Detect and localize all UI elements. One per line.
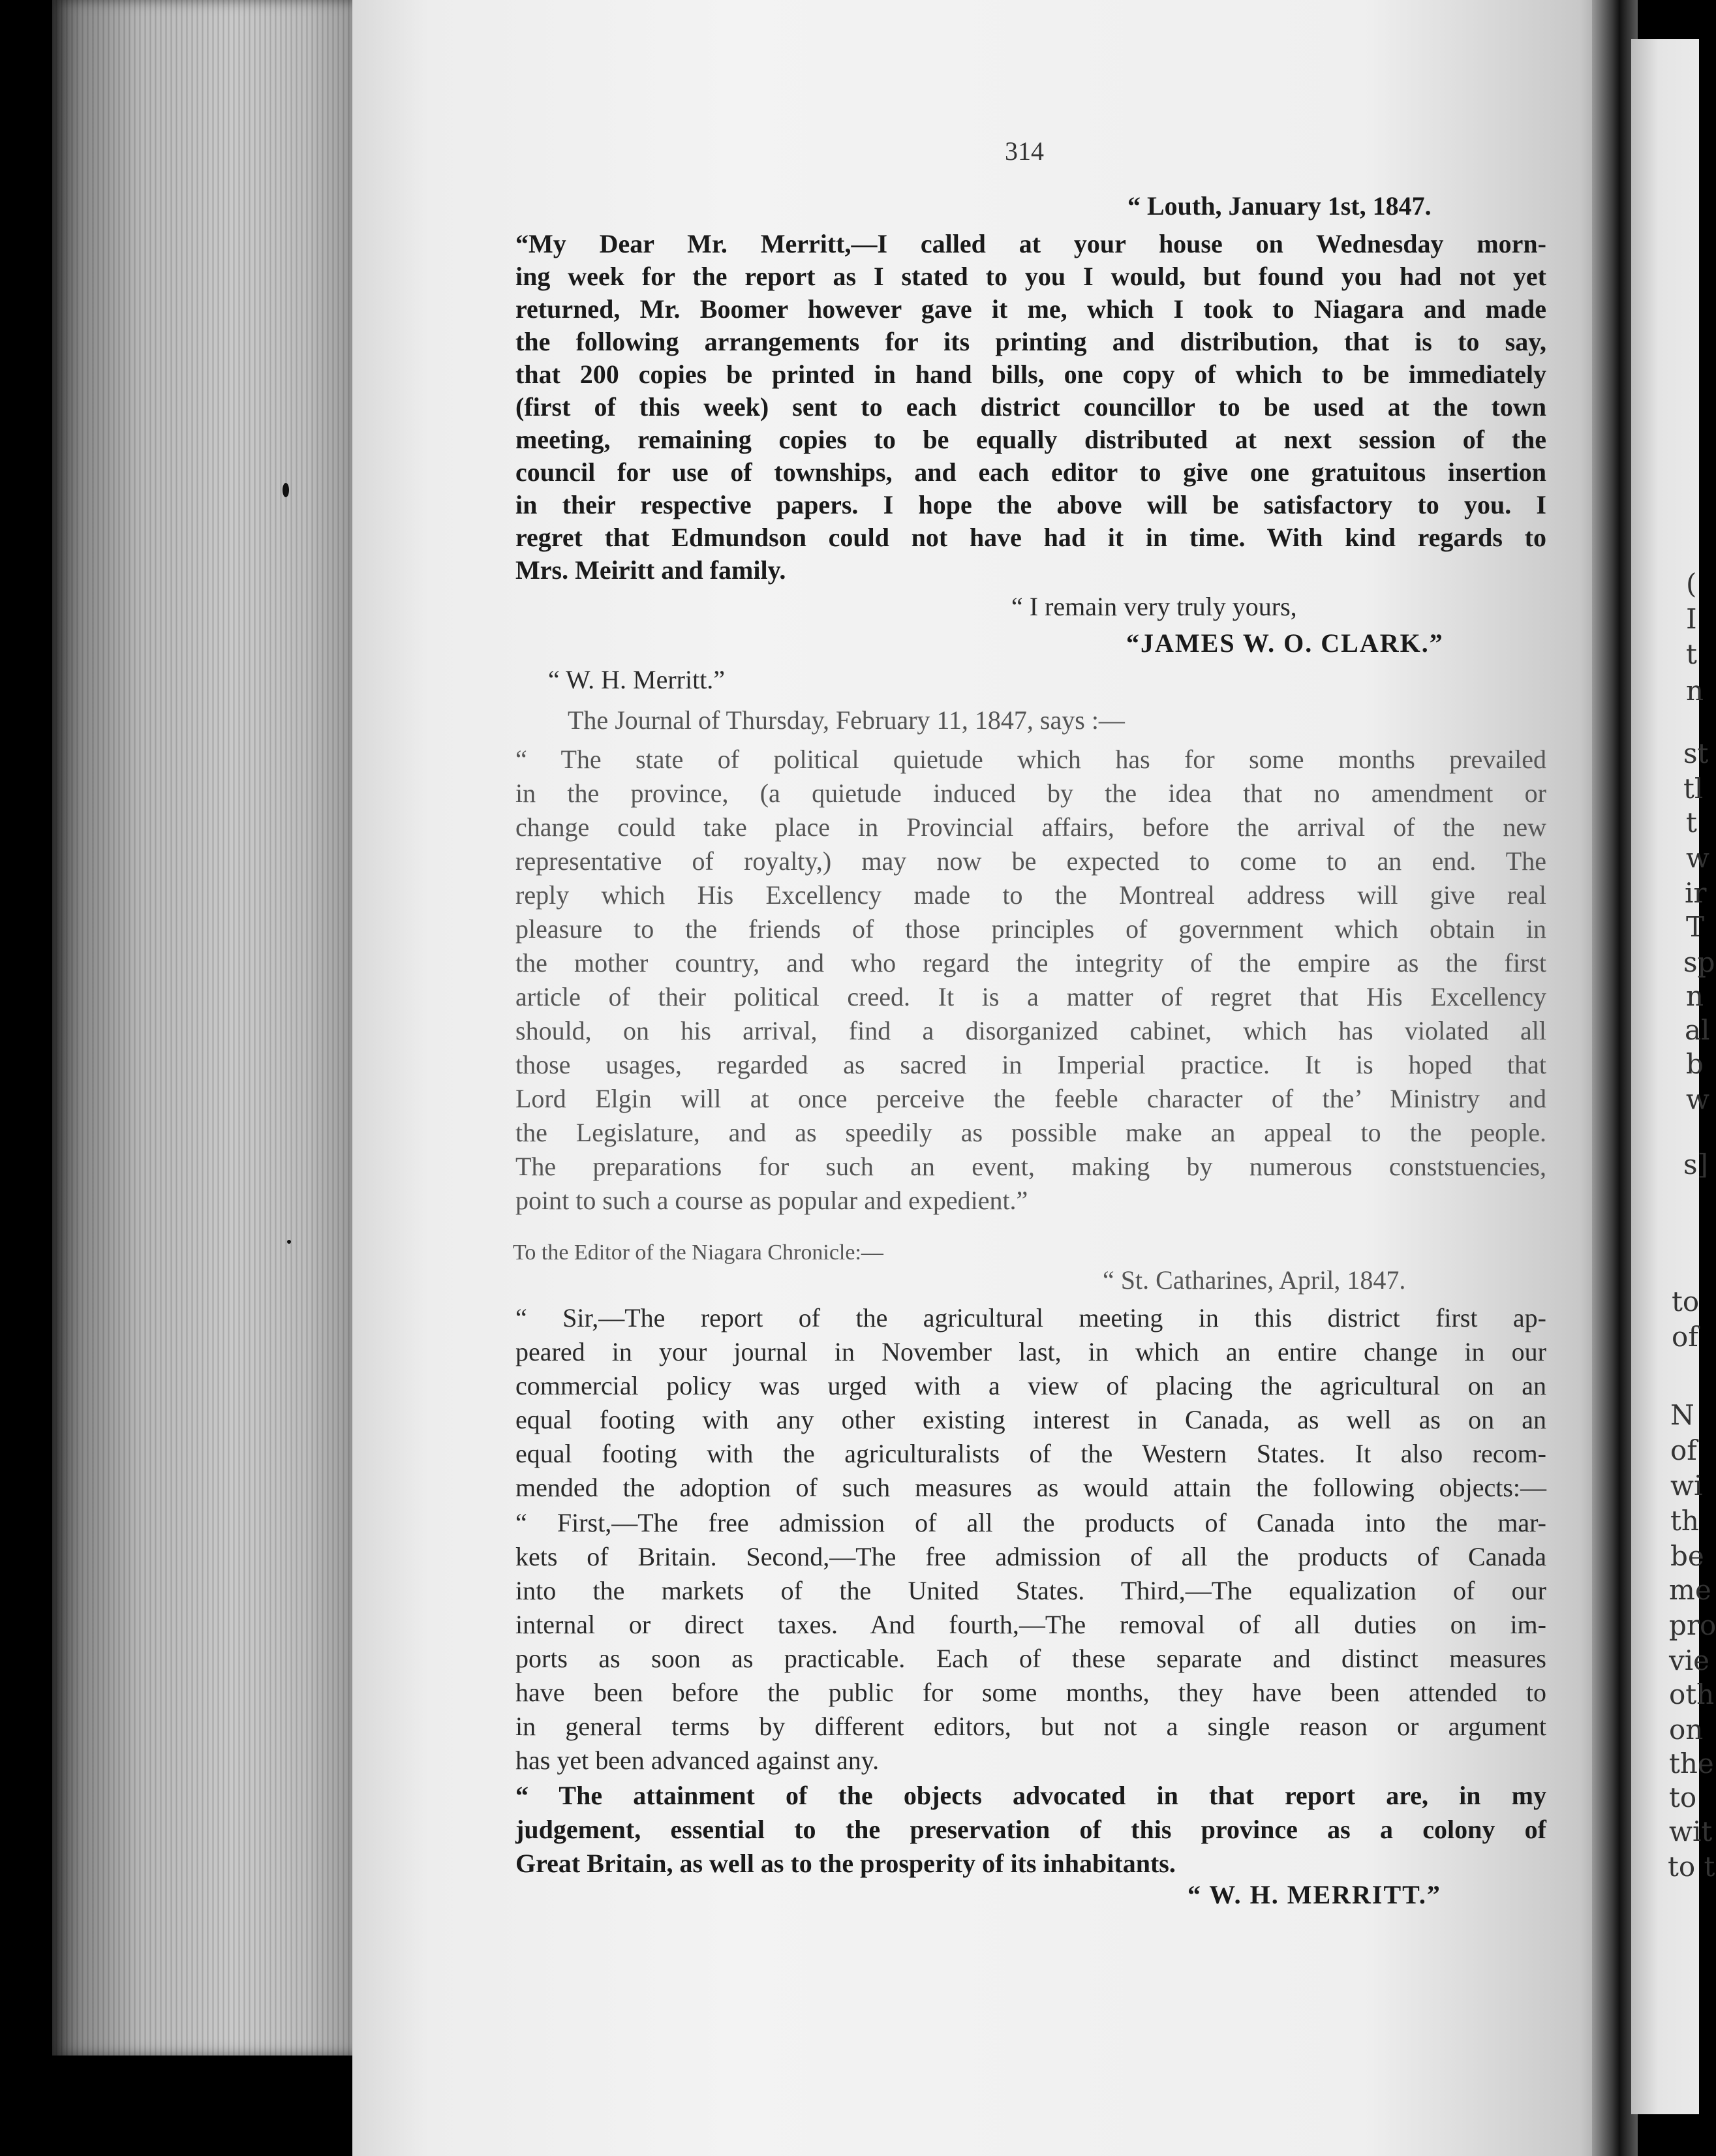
letter-line: (first of this week) sent to each district councillor to be used at the town: [515, 392, 1546, 422]
letter-line: “My Dear Mr. Merritt,—I called at your house on Wednesday morn-: [515, 229, 1546, 258]
letter-line: “ The attainment of the objects advocated in that report are, in my: [515, 1781, 1546, 1810]
adjacent-page-fragment: of: [1670, 1434, 1697, 1466]
letter-line: meeting, remaining copies to be equally distributed at next session of the: [515, 425, 1546, 454]
binding-mark: [287, 1240, 291, 1244]
letter-line: ing week for the report as I stated to you I would, but found you had not yet: [515, 262, 1546, 291]
quote-line: pleasure to the friends of those principles of government which obtain in: [515, 914, 1546, 944]
adjacent-page-fragment: of: [1672, 1321, 1698, 1353]
adjacent-page-fragment: be: [1670, 1540, 1704, 1572]
adjacent-page-fragment: T: [1686, 911, 1705, 943]
letter-line: the following arrangements for its printing and distribution, that is to say,: [515, 327, 1546, 356]
letter-line: equal footing with any other existing interest in Canada, as well as on an: [515, 1405, 1546, 1434]
editor-address: To the Editor of the Niagara Chronicle:—: [513, 1240, 883, 1265]
letter-line: that 200 copies be printed in hand bills, one copy of which to be immediately: [515, 360, 1546, 389]
adjacent-page-fragment: on: [1669, 1714, 1704, 1746]
adjacent-page-fragment: to: [1669, 1781, 1697, 1813]
adjacent-page-fragment: t: [1686, 807, 1697, 839]
adjacent-page-fragment: w: [1686, 842, 1709, 874]
letter-line: equal footing with the agriculturalists of the Western States. It also recom-: [515, 1439, 1546, 1468]
quote-line: the mother country, and who regard the integrity of the empire as the first: [515, 948, 1546, 978]
adjacent-page-fragment: n: [1686, 980, 1704, 1012]
adjacent-page-edge: [1631, 39, 1716, 2114]
adjacent-page-fragment: sp: [1683, 946, 1715, 978]
letter-line: has yet been advanced against any.: [515, 1746, 880, 1775]
quote-line: point to such a course as popular and expedient.”: [515, 1186, 1028, 1215]
binding-mark: [283, 483, 289, 497]
adjacent-page-fragment: b: [1686, 1048, 1704, 1080]
adjacent-page-fragment: me: [1669, 1574, 1711, 1606]
adjacent-page-fragment: the: [1669, 1748, 1714, 1779]
adjacent-page-fragment: wi: [1670, 1470, 1703, 1502]
letter-line: in their respective papers. I hope the above will be satisfactory to you. I: [515, 490, 1546, 519]
quote-line: in the province, (a quietude induced by the idea that no amendment or: [515, 778, 1546, 808]
letter-closing: “ I remain very truly yours,: [1011, 592, 1297, 621]
letter-line: regret that Edmundson could not have had it in time. With kind regards to: [515, 523, 1546, 552]
letter-line: commercial policy was urged with a view of placing the agricultural on an: [515, 1371, 1546, 1400]
adjacent-page-fragment: vie: [1669, 1644, 1710, 1676]
adjacent-page-fragment: pro: [1669, 1609, 1716, 1641]
adjacent-page-fragment: (: [1686, 568, 1697, 600]
book-page-edges: [52, 0, 352, 2056]
letter-line: in general terms by different editors, but not a single reason or argument: [515, 1712, 1546, 1741]
letter-signature: “ W. H. MERRITT.”: [1187, 1880, 1441, 1909]
letter-line: into the markets of the United States. Third,—The equalization of our: [515, 1576, 1546, 1605]
letter-signature: “JAMES W. O. CLARK.”: [1126, 628, 1444, 658]
quote-line: representative of royalty,) may now be expected to come to an end. The: [515, 846, 1546, 876]
letter-line: Mrs. Mеiritt and family.: [515, 555, 786, 585]
journal-intro: The Journal of Thursday, February 11, 1847, says :—: [568, 705, 1125, 735]
quote-line: those usages, regarded as sacred in Imperial practice. It is hoped that: [515, 1050, 1546, 1079]
page-number: 314: [1005, 136, 1044, 166]
adjacent-page-fragment: wit: [1669, 1815, 1713, 1847]
adjacent-page-fragment: to: [1672, 1286, 1700, 1317]
quote-line: reply which His Excellency made to the Montreal address will give real: [515, 880, 1546, 910]
adjacent-page-fragment: I: [1686, 603, 1697, 635]
letter-dateline: “ St. Catharines, April, 1847.: [1103, 1265, 1406, 1295]
adjacent-page-fragment: al: [1685, 1014, 1710, 1046]
letter-line: kets of Britain. Second,—The free admission of all the products of Canada: [515, 1542, 1546, 1571]
letter-line: council for use of townships, and each editor to give one gratuitous insertion: [515, 457, 1546, 487]
letter-line: ports as soon as practicable. Each of these separate and distinct measures: [515, 1644, 1546, 1673]
adjacent-page-fragment: t: [1686, 638, 1697, 670]
letter-line: “ Sir,—The report of the agricultural meeting in this district first ap-: [515, 1303, 1546, 1332]
quote-line: change could take place in Provincial affairs, before the arrival of the new: [515, 812, 1546, 842]
letter-line: returned, Mr. Boomer however gave it me, which I took to Niagara and made: [515, 294, 1546, 324]
letter-dateline: “ Louth, January 1st, 1847.: [1127, 191, 1432, 221]
adjacent-page-fragment: tl: [1683, 773, 1704, 805]
quote-line: article of their political creed. It is a matter of regret that His Excellency: [515, 982, 1546, 1011]
letter-line: have been before the public for some months, they have been attended to: [515, 1678, 1546, 1707]
letter-line: peared in your journal in November last, in which an entire change in our: [515, 1337, 1546, 1366]
adjacent-page-fragment: n: [1686, 675, 1704, 707]
letter-line: “ First,—The free admission of all the products of Canada into the mar-: [515, 1508, 1546, 1537]
adjacent-page-fragment: ir: [1685, 877, 1707, 909]
adjacent-page-fragment: to t: [1668, 1851, 1715, 1883]
adjacent-page-fragment: st: [1683, 737, 1709, 769]
adjacent-page-fragment: th: [1670, 1505, 1699, 1537]
letter-line: internal or direct taxes. And fourth,—The removal of all duties on im-: [515, 1610, 1546, 1639]
adjacent-page-fragment: N: [1670, 1399, 1694, 1431]
quote-line: The preparations for such an event, making by numerous conststuencies,: [515, 1152, 1546, 1181]
quote-line: “ The state of political quietude which has for some months prevailed: [515, 745, 1546, 774]
letter-addressee: “ W. H. Merritt.”: [548, 665, 726, 694]
letter-line: judgement, essential to the preservation of this province as a colony of: [515, 1815, 1546, 1844]
adjacent-page-fragment: w: [1686, 1083, 1709, 1115]
quote-line: the Legislature, and as speedily as possible make an appeal to the people.: [515, 1118, 1546, 1147]
quote-line: should, on his arrival, find a disorganized cabinet, which has violated all: [515, 1016, 1546, 1045]
letter-line: mended the adoption of such measures as would attain the following objects:—: [515, 1473, 1546, 1502]
adjacent-page-fragment: oth: [1669, 1678, 1715, 1710]
quote-line: Lord Elgin will at once perceive the feeble character of the’ Ministry and: [515, 1084, 1546, 1113]
letter-line: Great Britain, as well as to the prosperity of its inhabitants.: [515, 1849, 1176, 1878]
adjacent-page-fragment: s]: [1683, 1148, 1708, 1180]
